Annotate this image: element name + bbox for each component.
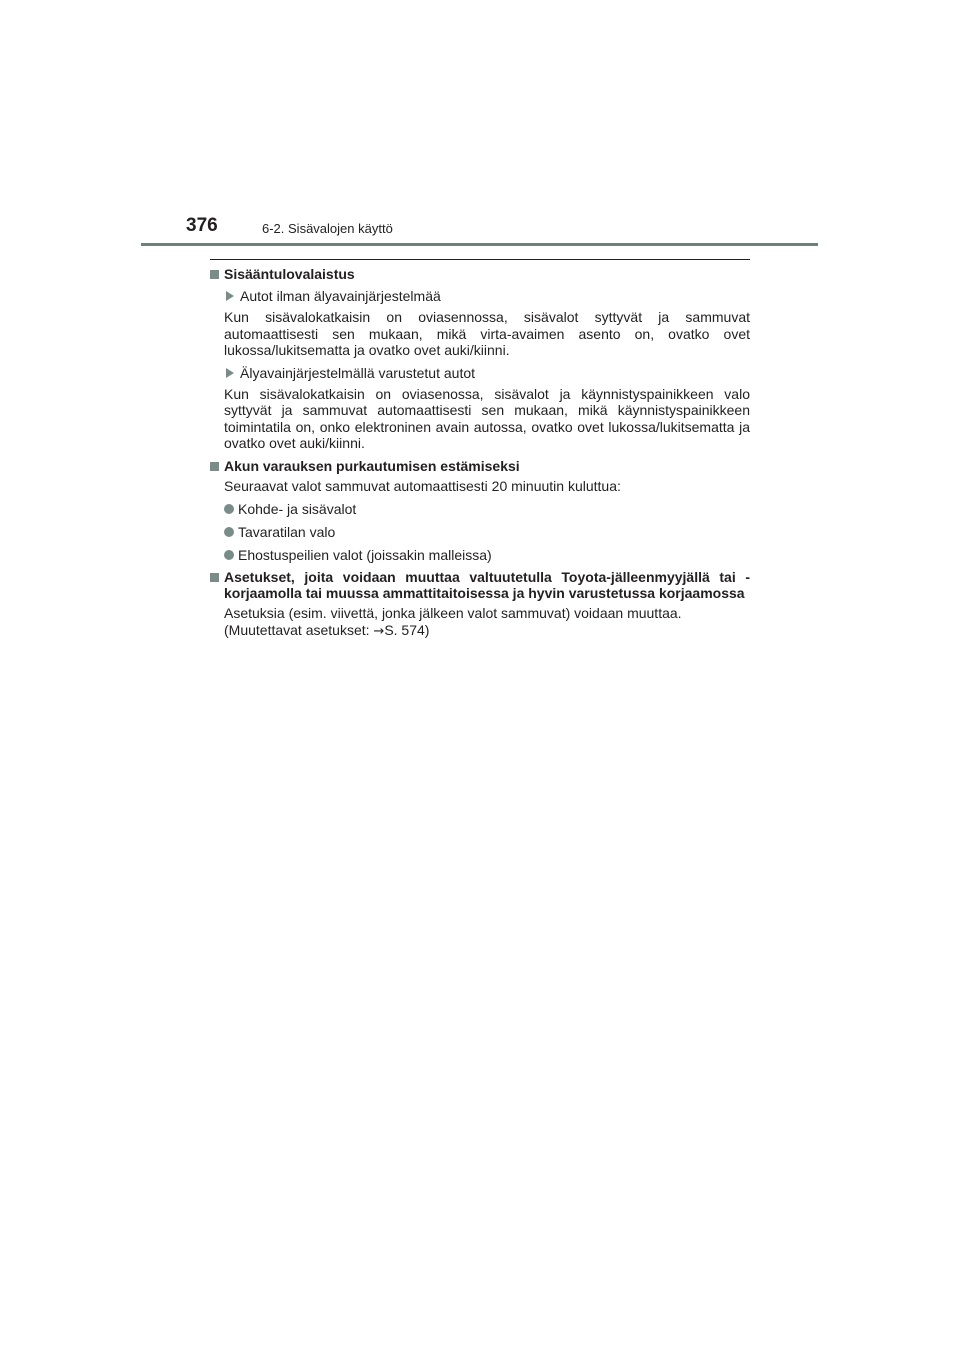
subheading-without-smart-key: [210, 288, 750, 305]
page-number: 376: [186, 215, 218, 236]
page-header: [0, 212, 960, 252]
list-item: [210, 524, 750, 540]
square-bullet-icon: [210, 573, 219, 582]
list-item-text: Ehostuspeilien valot (joissakin malleissa): [238, 547, 492, 563]
paragraph-with-smart-key: Kun sisävalokatkaisin on oviasenossa, sisävalot ja käynnistyspainikkeen valo syttyvät ja sammuvat automaattisesti sen mukaan, mikä käynnistyspainikkeen toimintatila on, onko elektroninen avain autossa, ovatko ovet lukossa/lukitsematta ja ovatko ovet auki/kiinni.: [224, 385, 750, 451]
arrow-right-icon: →: [373, 623, 385, 639]
square-bullet-icon: [210, 462, 219, 471]
round-bullet-icon: [224, 504, 234, 514]
paragraph-customization: [210, 605, 750, 640]
round-bullet-icon: [224, 550, 234, 560]
header-divider: [141, 243, 818, 246]
reference-prefix: (Muutettavat asetukset:: [224, 621, 374, 638]
subheading-text: Älyavainjärjestelmällä varustetut autot: [240, 364, 476, 381]
section-heading-customization: [210, 569, 750, 601]
paragraph-battery-saver: Seuraavat valot sammuvat automaattisesti 20 minuutin kuluttua:: [224, 477, 621, 494]
round-bullet-icon: [224, 527, 234, 537]
section-title: 6-2. Sisävalojen käyttö: [262, 221, 393, 236]
content-top-divider: [210, 259, 750, 260]
subheading-with-smart-key: [210, 365, 750, 382]
section-heading-entry-lighting: [210, 266, 750, 282]
page-content: [210, 259, 750, 640]
list-item-text: Kohde- ja sisävalot: [238, 501, 357, 517]
triangle-bullet-icon: [226, 368, 234, 378]
triangle-bullet-icon: [226, 291, 234, 301]
paragraph-without-smart-key: Kun sisävalokatkaisin on oviasennossa, sisävalot syttyvät ja sammuvat automaattisesti sen mukaan, mikä virta-avaimen asento on, ovatko ovet lukossa/lukitsematta ja ovatko ovet auki/kiinni.: [224, 309, 750, 358]
section-heading-battery-saver: [210, 458, 750, 474]
section-heading-text: Akun varauksen purkautumisen estämiseksi: [224, 457, 520, 474]
list-item-text: Tavaratilan valo: [238, 524, 336, 540]
page-reference-link[interactable]: S. 574): [384, 621, 430, 638]
square-bullet-icon: [210, 270, 219, 279]
section-heading-text: Asetukset, joita voidaan muuttaa valtuutetulla Toyota-jälleenmyyjällä tai -korjaamolla tai muussa ammattitaitoisessa ja hyvin varustetussa korjaamossa: [224, 569, 750, 601]
subheading-text: Autot ilman älyavainjärjestelmää: [240, 288, 441, 304]
section-heading-text: Sisääntulovalaistus: [224, 266, 355, 282]
list-item: [210, 501, 750, 517]
list-item: [210, 547, 750, 563]
customization-text: Asetuksia (esim. viivettä, jonka jälkeen valot sammuvat) voidaan muuttaa.: [224, 605, 682, 621]
